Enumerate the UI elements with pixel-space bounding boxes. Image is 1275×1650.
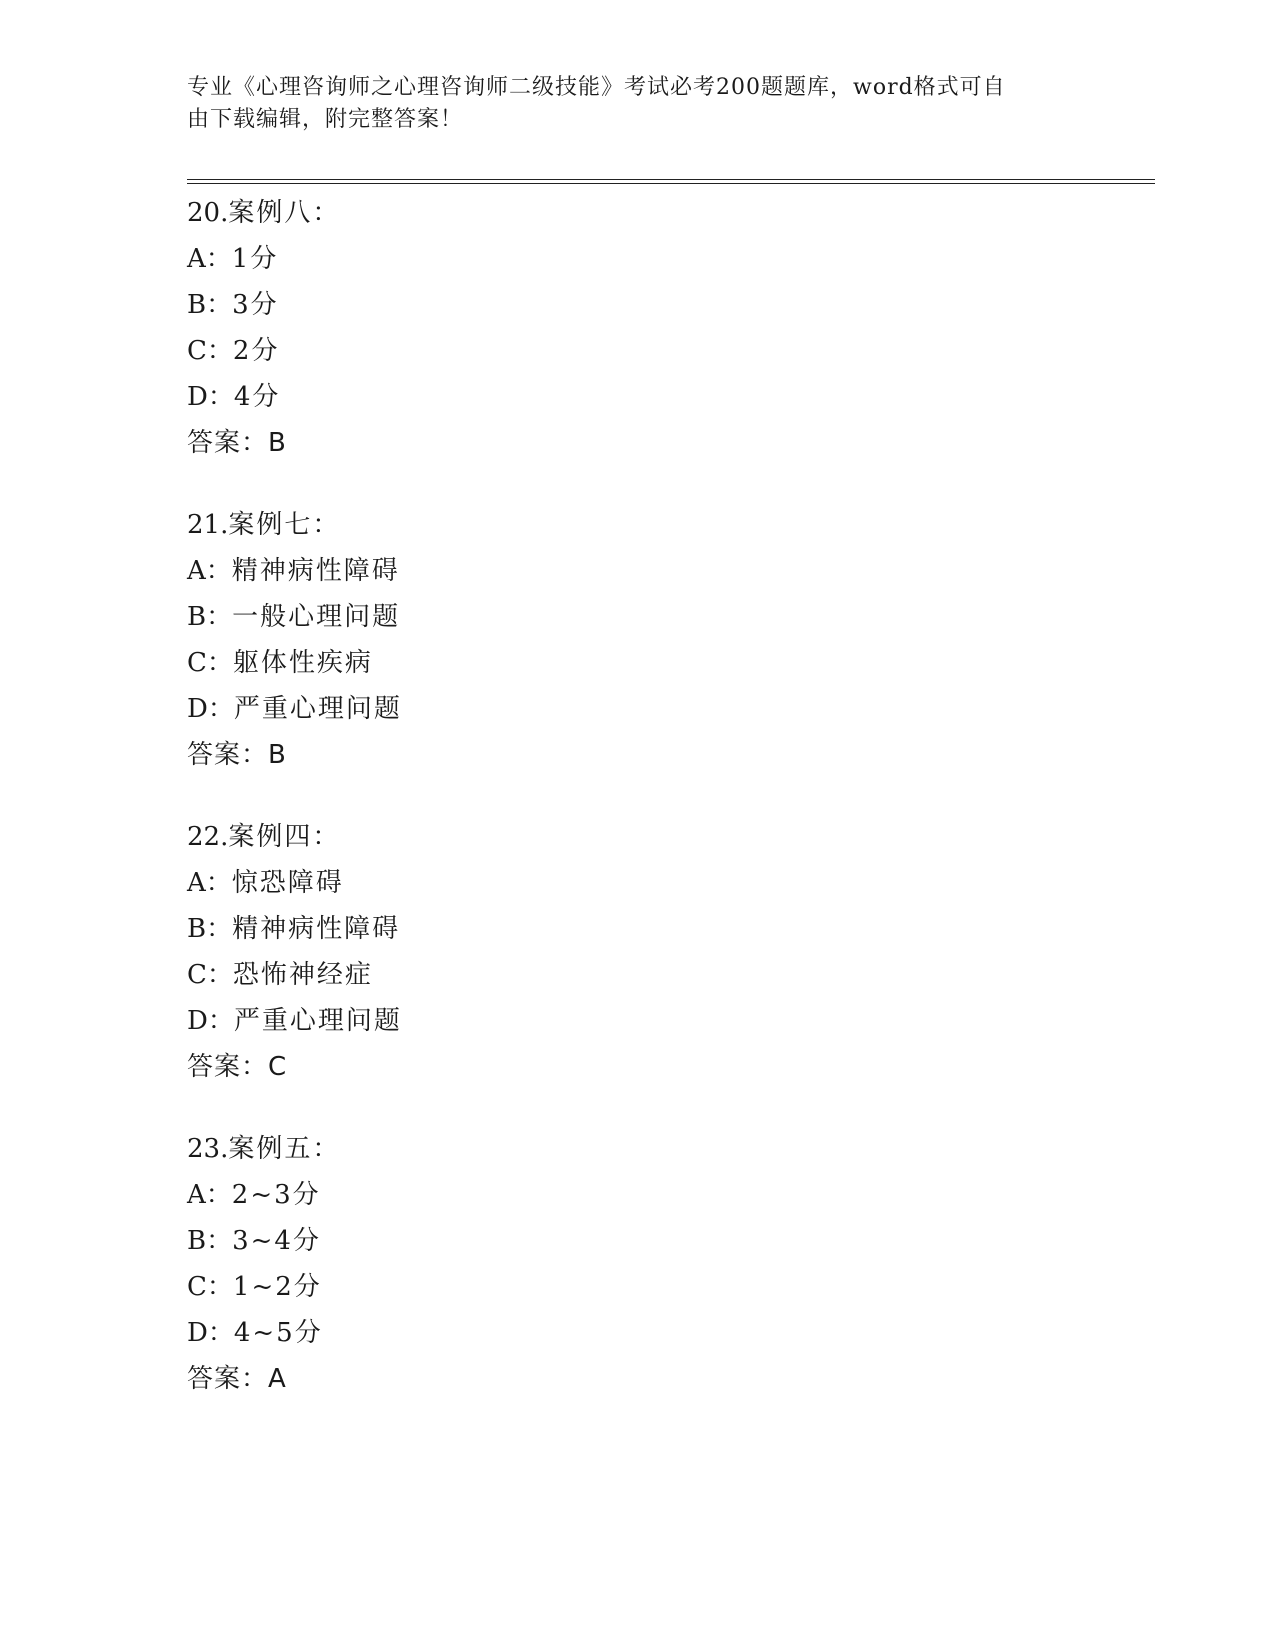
question-text: 案例五：: [228, 1134, 341, 1164]
header-divider-top: [187, 179, 1155, 180]
option-b: [187, 1218, 1087, 1264]
question-20: [187, 190, 1087, 466]
option-key: B：: [187, 914, 233, 944]
option-key: B：: [187, 602, 233, 632]
question-text: 案例七：: [228, 510, 341, 540]
option-text: 4分: [233, 382, 281, 412]
answer-line: 答案：B: [187, 740, 287, 770]
question-22: [187, 814, 1087, 1090]
option-key: A：: [187, 868, 232, 898]
header-line-1: 专业《心理咨询师之心理咨询师二级技能》考试必考200题题库，word格式可自: [187, 75, 1006, 100]
question-title: [187, 502, 1087, 548]
option-text: 惊恐障碍: [231, 868, 344, 898]
answer-line: 答案：C: [187, 1052, 288, 1082]
option-a: [187, 860, 1087, 906]
option-text: 1分: [231, 244, 279, 274]
option-d: [187, 998, 1087, 1044]
option-key: C：: [187, 1272, 233, 1302]
option-d: [187, 374, 1087, 420]
question-23: [187, 1126, 1087, 1402]
option-key: C：: [187, 336, 233, 366]
option-key: D：: [187, 1318, 234, 1348]
option-text: 3~4分: [232, 1226, 321, 1256]
option-c: [187, 952, 1087, 998]
option-key: A：: [187, 244, 232, 274]
question-number: 22.: [187, 822, 229, 852]
option-key: A：: [187, 1180, 232, 1210]
question-number: 21.: [187, 510, 229, 540]
option-text: 4~5分: [233, 1318, 323, 1348]
option-text: 2分: [232, 336, 280, 366]
option-b: [187, 906, 1087, 952]
option-text: 精神病性障碍: [231, 556, 400, 586]
option-text: 恐怖神经症: [232, 960, 373, 990]
question-text: 案例四：: [228, 822, 341, 852]
header-line-2: 由下载编辑，附完整答案！: [187, 107, 464, 132]
option-text: 躯体性疾病: [232, 648, 373, 678]
question-title: [187, 1126, 1087, 1172]
question-number: 23.: [187, 1134, 229, 1164]
option-key: C：: [187, 648, 233, 678]
option-d: [187, 1310, 1087, 1356]
question-title: [187, 814, 1087, 860]
answer-line: 答案：B: [187, 428, 287, 458]
question-title: [187, 190, 1087, 236]
option-text: 1~2分: [232, 1272, 322, 1302]
option-c: [187, 640, 1087, 686]
header-divider-bottom: [187, 183, 1155, 184]
option-key: D：: [187, 1006, 234, 1036]
option-key: D：: [187, 694, 234, 724]
option-text: 2~3分: [231, 1180, 321, 1210]
option-a: [187, 1172, 1087, 1218]
option-key: A：: [187, 556, 232, 586]
answer-line: 答案：A: [187, 1364, 287, 1394]
question-list: [187, 190, 1087, 1438]
option-a: [187, 548, 1087, 594]
option-key: B：: [187, 1226, 233, 1256]
option-text: 一般心理问题: [232, 602, 401, 632]
document-header: [187, 72, 1087, 136]
option-key: B：: [187, 290, 233, 320]
option-text: 严重心理问题: [233, 694, 402, 724]
question-number: 20.: [187, 198, 229, 228]
option-key: D：: [187, 382, 234, 412]
option-b: [187, 282, 1087, 328]
option-d: [187, 686, 1087, 732]
option-b: [187, 594, 1087, 640]
question-text: 案例八：: [228, 198, 341, 228]
option-text: 3分: [232, 290, 279, 320]
question-21: [187, 502, 1087, 778]
option-key: C：: [187, 960, 233, 990]
option-c: [187, 1264, 1087, 1310]
option-text: 严重心理问题: [233, 1006, 402, 1036]
option-text: 精神病性障碍: [232, 914, 401, 944]
option-c: [187, 328, 1087, 374]
option-a: [187, 236, 1087, 282]
